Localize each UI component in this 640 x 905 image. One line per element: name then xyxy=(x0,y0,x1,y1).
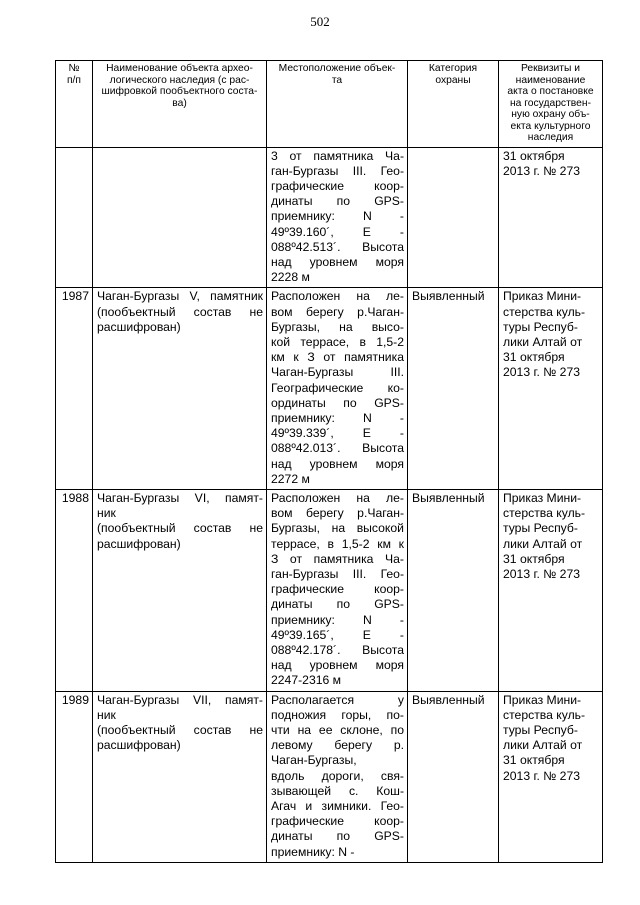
object-location-line: 088º42.013´. Высота xyxy=(271,441,404,456)
object-location-line: приемнику: N - xyxy=(271,844,355,859)
object-location-line: графические коор- xyxy=(271,582,404,597)
act-details-line: стерства куль- xyxy=(503,506,586,521)
object-location-line: подножия горы, по- xyxy=(271,707,404,722)
act-details-line: лики Алтай от xyxy=(503,334,583,349)
object-location-line: чти на ее склоне, по xyxy=(271,723,404,738)
object-location-line: 2272 м xyxy=(271,471,310,486)
table-row xyxy=(56,147,603,288)
object-location-line: 3 от памятника Ча- xyxy=(271,148,404,163)
object-name-line: расшифрован) xyxy=(97,319,181,334)
act-details-line: 2013 г. № 273 xyxy=(503,365,581,380)
header-object-name: Наименование объекта архео- логического наследия (с рас- шифровкой пообъектного соста- ва) xyxy=(93,61,267,148)
act-details-line: 2013 г. № 273 xyxy=(503,566,581,581)
object-location-line: 49º39.339´, E - xyxy=(271,426,404,441)
act-details-line: туры Респуб- xyxy=(503,723,578,738)
object-location-line: ординаты по GPS- xyxy=(271,395,404,410)
act-details-line: Приказ Мини- xyxy=(503,289,582,304)
object-name xyxy=(93,691,267,862)
object-location-line: Географические ко- xyxy=(271,380,404,395)
object-name-line: ник xyxy=(97,506,116,521)
table-row xyxy=(56,288,603,490)
object-location-line: Бургазы, на высо- xyxy=(271,319,404,334)
object-location-line: 49º39.165´, E - xyxy=(271,627,404,642)
act-details-line: 31 октября xyxy=(503,350,565,365)
header-num: № п/п xyxy=(56,61,93,148)
object-location-line: Расположен на ле- xyxy=(271,289,404,304)
object-location xyxy=(267,147,408,288)
object-location xyxy=(267,489,408,691)
object-location-line: Чаган-Бургазы III. xyxy=(271,365,404,380)
act-details-line: 2013 г. № 273 xyxy=(503,163,581,178)
object-location-line: ган-Бургазы III. Гео- xyxy=(271,566,404,581)
object-location-line: динаты по GPS- xyxy=(271,597,404,612)
object-name-line: (пообъектный состав не xyxy=(97,304,263,319)
act-details-line: 31 октября xyxy=(503,148,565,163)
act-details-line: туры Респуб- xyxy=(503,521,578,536)
act-details-line: 31 октября xyxy=(503,551,565,566)
header-category: Категория охраны xyxy=(408,61,499,148)
object-name-line: Чаган-Бургазы VI, памят- xyxy=(97,490,263,505)
object-location-line: левому берегу р. xyxy=(271,738,404,753)
object-location xyxy=(267,691,408,862)
act-details-line: лики Алтай от xyxy=(503,738,583,753)
object-name-line: Чаган-Бургазы VII, памят- xyxy=(97,692,263,707)
object-location-line: графические коор- xyxy=(271,814,404,829)
act-details-line: стерства куль- xyxy=(503,304,586,319)
object-location-line: км к З от памятника xyxy=(271,350,404,365)
object-location-line: над уровнем моря xyxy=(271,456,404,471)
row-number: 1988 xyxy=(56,489,93,691)
object-location-line: 088º42.513´. Высота xyxy=(271,239,404,254)
object-location-line: зывающей с. Кош- xyxy=(271,783,404,798)
page-number: 502 xyxy=(310,14,330,29)
protection-category xyxy=(408,147,499,288)
object-name xyxy=(93,147,267,288)
object-name xyxy=(93,288,267,490)
table-row xyxy=(56,489,603,691)
object-location-line: вом берегу р.Чаган- xyxy=(271,304,404,319)
row-number: 1987 xyxy=(56,288,93,490)
object-name-line: расшифрован) xyxy=(97,536,181,551)
act-details-line: стерства куль- xyxy=(503,707,586,722)
object-location-line: Бургазы, на высокой xyxy=(271,521,404,536)
object-location-line: 2228 м xyxy=(271,270,310,285)
object-location-line: вом берегу р.Чаган- xyxy=(271,506,404,521)
object-location-line: приемнику: N - xyxy=(271,410,404,425)
table-row xyxy=(56,691,603,862)
act-details-line: туры Респуб- xyxy=(503,319,578,334)
protection-category: Выявленный xyxy=(408,691,499,862)
object-name xyxy=(93,489,267,691)
protection-category: Выявленный xyxy=(408,489,499,691)
object-location-line: кой террасе, в 1,5-2 xyxy=(271,334,404,349)
act-details xyxy=(499,288,603,490)
object-name-line: Чаган-Бургазы V, памятник xyxy=(97,289,263,304)
table-header-row xyxy=(56,61,603,148)
act-details xyxy=(499,489,603,691)
object-name-line: расшифрован) xyxy=(97,738,181,753)
object-location-line: над уровнем моря xyxy=(271,254,404,269)
object-location-line: террасе, в 1,5-2 км к xyxy=(271,536,404,551)
object-location-line: Чаган-Бургазы, xyxy=(271,753,357,768)
object-location-line: 088º42.178´. Высота xyxy=(271,643,404,657)
object-location-line: З от памятника Ча- xyxy=(271,551,404,566)
row-number: 1989 xyxy=(56,691,93,862)
act-details-line: лики Алтай от xyxy=(503,536,583,551)
object-location-line: над уровнем моря xyxy=(271,658,404,673)
object-location-line: 2247-2316 м xyxy=(271,673,342,688)
act-details-line: Приказ Мини- xyxy=(503,692,582,707)
act-details-line: Приказ Мини- xyxy=(503,490,582,505)
object-location-line: Расположен на ле- xyxy=(271,490,404,505)
object-location-line: Располагается у xyxy=(271,692,404,707)
object-location-line: Агач и зимники. Гео- xyxy=(271,799,404,814)
header-location: Местоположение объек- та xyxy=(267,61,408,148)
object-location-line: ган-Бургазы III. Гео- xyxy=(271,163,404,178)
object-location-line: 49º39.160´, E - xyxy=(271,224,404,239)
object-location xyxy=(267,288,408,490)
object-location-line: динаты по GPS- xyxy=(271,194,404,209)
object-location-line: приемнику: N - xyxy=(271,209,404,224)
object-location-line: вдоль дороги, свя- xyxy=(271,768,404,783)
header-act: Реквизиты и наименование акта о постановке на государствен- ную охрану объ- екта культурного наследия xyxy=(499,61,603,148)
object-name-line: (пообъектный состав не xyxy=(97,723,263,738)
row-number xyxy=(56,147,93,288)
act-details-line: 2013 г. № 273 xyxy=(503,768,581,783)
object-location-line: графические коор- xyxy=(271,178,404,193)
act-details xyxy=(499,147,603,288)
object-location-line: динаты по GPS- xyxy=(271,829,404,844)
heritage-register-table xyxy=(55,60,603,863)
object-name-line: (пообъектный состав не xyxy=(97,521,263,536)
act-details xyxy=(499,691,603,862)
object-name-line: ник xyxy=(97,707,116,722)
object-location-line: приемнику: N - xyxy=(271,612,404,627)
act-details-line: 31 октября xyxy=(503,753,565,768)
protection-category: Выявленный xyxy=(408,288,499,490)
